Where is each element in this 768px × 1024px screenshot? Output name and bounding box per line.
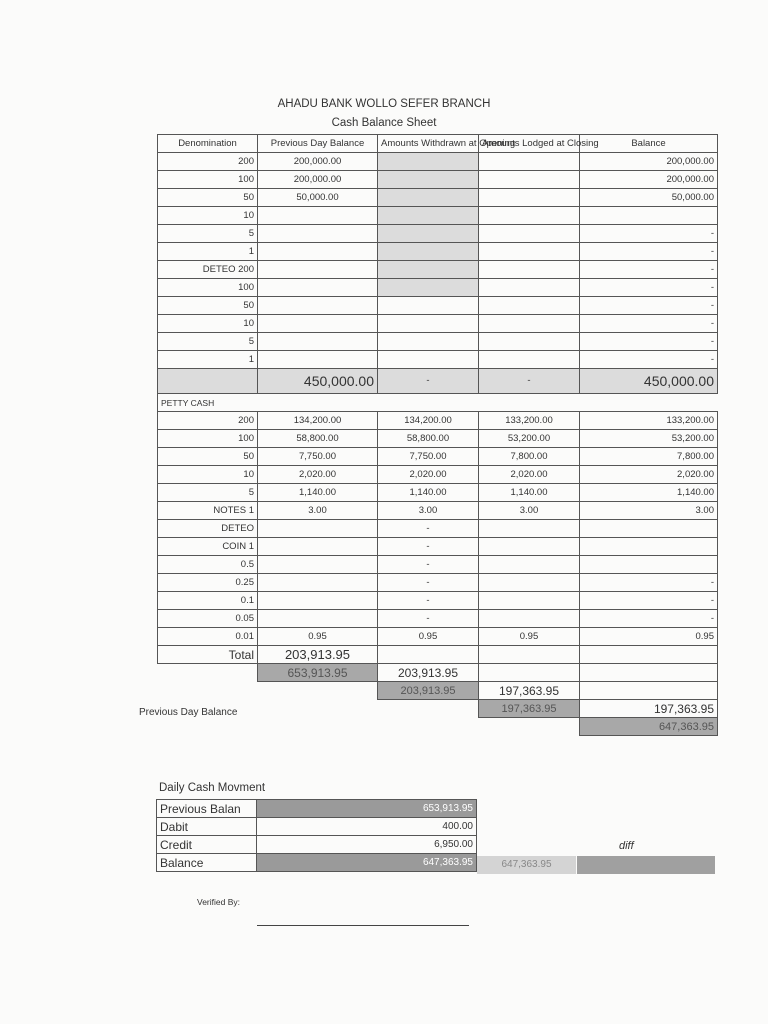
- daily-label: Balance: [157, 854, 257, 872]
- previous-day-balance-row: [158, 664, 718, 682]
- col-denomination: Denomination: [158, 135, 258, 153]
- cell-prev: [258, 538, 378, 556]
- table-row: [158, 484, 718, 502]
- cell-bal: 200,000.00: [580, 153, 718, 171]
- cell-prev: [258, 243, 378, 261]
- notes-total-withdrawn: -: [378, 369, 479, 394]
- table-row: [158, 351, 718, 369]
- cell-prev: 7,750.00: [258, 448, 378, 466]
- cell-prev: [258, 592, 378, 610]
- cell-lod: [479, 261, 580, 279]
- cascade-lodged-2: 197,363.95: [479, 700, 580, 718]
- daily-value: 400.00: [257, 818, 477, 836]
- cell-bal: -: [580, 225, 718, 243]
- daily-row: [157, 854, 477, 872]
- cell-den: 0.01: [158, 628, 258, 646]
- cell-bal: 133,200.00: [580, 412, 718, 430]
- cell-prev: 0.95: [258, 628, 378, 646]
- table-row: [158, 502, 718, 520]
- cell-bal: [580, 538, 718, 556]
- cell-bal: 3.00: [580, 502, 718, 520]
- cell-wd: 3.00: [378, 502, 479, 520]
- cell-prev: [258, 297, 378, 315]
- cell-prev: [258, 610, 378, 628]
- cell-bal: 2,020.00: [580, 466, 718, 484]
- cell-prev: [258, 351, 378, 369]
- table-row: [158, 189, 718, 207]
- table-row: [158, 279, 718, 297]
- cell-wd: [378, 297, 479, 315]
- cell-den: 10: [158, 466, 258, 484]
- cell-lod: [479, 351, 580, 369]
- petty-cash-label-row: [158, 394, 718, 412]
- cell-prev: [258, 261, 378, 279]
- cell-lod: [479, 189, 580, 207]
- cell-wd: [378, 243, 479, 261]
- cell-prev: [258, 207, 378, 225]
- cell-den: 50: [158, 189, 258, 207]
- cascade-row-2: [158, 700, 718, 718]
- cell-lod: 53,200.00: [479, 430, 580, 448]
- cell-bal: 50,000.00: [580, 189, 718, 207]
- cascade-balance: 197,363.95: [580, 700, 718, 718]
- cell-prev: [258, 315, 378, 333]
- cell-wd: [378, 351, 479, 369]
- table-row: [158, 556, 718, 574]
- diff-cell: [577, 856, 715, 874]
- cell-lod: [479, 153, 580, 171]
- cell-wd: 134,200.00: [378, 412, 479, 430]
- cell-den: 200: [158, 153, 258, 171]
- cell-lod: [479, 556, 580, 574]
- cell-lod: [479, 297, 580, 315]
- table-row: [158, 243, 718, 261]
- table-row: [158, 297, 718, 315]
- cell-den: 5: [158, 484, 258, 502]
- cell-den: 1: [158, 243, 258, 261]
- table-row: [158, 538, 718, 556]
- cell-den: 50: [158, 448, 258, 466]
- pdb-label: Previous Day Balance: [139, 707, 238, 718]
- table-row: [158, 412, 718, 430]
- cell-lod: [479, 610, 580, 628]
- col-amounts-withdrawn: Amounts Withdrawn at Opening: [378, 135, 479, 153]
- bank-title: AHADU BANK WOLLO SEFER BRANCH: [277, 98, 491, 110]
- table-row: [158, 448, 718, 466]
- cell-lod: [479, 520, 580, 538]
- cell-prev: [258, 556, 378, 574]
- cell-wd: [378, 189, 479, 207]
- pdb-prev: 653,913.95: [258, 664, 378, 682]
- table-row: [158, 171, 718, 189]
- cell-den: 0.1: [158, 592, 258, 610]
- cell-bal: -: [580, 574, 718, 592]
- notes-total-lodged: -: [479, 369, 580, 394]
- cell-lod: [479, 574, 580, 592]
- cell-bal: 200,000.00: [580, 171, 718, 189]
- cell-prev: [258, 520, 378, 538]
- diff-label: diff: [619, 840, 634, 852]
- cell-bal: 0.95: [580, 628, 718, 646]
- daily-row: [157, 800, 477, 818]
- cell-lod: 1,140.00: [479, 484, 580, 502]
- cell-bal: 7,800.00: [580, 448, 718, 466]
- cell-lod: 3.00: [479, 502, 580, 520]
- cell-bal: -: [580, 243, 718, 261]
- cell-lod: 7,800.00: [479, 448, 580, 466]
- cell-bal: -: [580, 297, 718, 315]
- table-row: [158, 153, 718, 171]
- cell-lod: [479, 243, 580, 261]
- cascade-lodged: 197,363.95: [479, 682, 580, 700]
- cell-lod: [479, 279, 580, 297]
- cell-den: 100: [158, 430, 258, 448]
- col-previous-day-balance: Previous Day Balance: [258, 135, 378, 153]
- table-row: [158, 592, 718, 610]
- notes-total-balance: 450,000.00: [580, 369, 718, 394]
- cell-wd: -: [378, 538, 479, 556]
- daily-title: Daily Cash Movment: [159, 782, 266, 794]
- cell-wd: 0.95: [378, 628, 479, 646]
- notes-total-row: [158, 369, 718, 394]
- cell-wd: -: [378, 556, 479, 574]
- daily-value: 6,950.00: [257, 836, 477, 854]
- daily-value: 647,363.95: [257, 854, 477, 872]
- cell-prev: 200,000.00: [258, 153, 378, 171]
- table-row: [158, 207, 718, 225]
- cell-lod: [479, 315, 580, 333]
- cell-prev: 2,020.00: [258, 466, 378, 484]
- notes-total-prev: 450,000.00: [258, 369, 378, 394]
- cell-bal: [580, 207, 718, 225]
- table-row: [158, 261, 718, 279]
- cell-bal: [580, 520, 718, 538]
- daily-label: Credit: [157, 836, 257, 854]
- cell-wd: -: [378, 574, 479, 592]
- cell-den: 200: [158, 412, 258, 430]
- cell-prev: [258, 574, 378, 592]
- table-row: [158, 430, 718, 448]
- cascade-balance-2: 647,363.95: [580, 718, 718, 736]
- cell-den: 100: [158, 171, 258, 189]
- cell-wd: 58,800.00: [378, 430, 479, 448]
- cell-den: 0.5: [158, 556, 258, 574]
- verified-label: Verified By:: [197, 897, 240, 907]
- sheet-title: Cash Balance Sheet: [331, 117, 437, 129]
- daily-value: 653,913.95: [257, 800, 477, 818]
- cell-den: 10: [158, 207, 258, 225]
- table-row: [158, 628, 718, 646]
- table-row: [158, 466, 718, 484]
- cell-lod: [479, 538, 580, 556]
- cell-wd: 7,750.00: [378, 448, 479, 466]
- table-row: [158, 520, 718, 538]
- cell-bal: -: [580, 610, 718, 628]
- total-prev: 203,913.95: [258, 646, 378, 664]
- daily-row: [157, 818, 477, 836]
- cell-wd: 2,020.00: [378, 466, 479, 484]
- cell-lod: [479, 171, 580, 189]
- cell-wd: [378, 279, 479, 297]
- cell-lod: [479, 225, 580, 243]
- cell-wd: 1,140.00: [378, 484, 479, 502]
- cell-wd: [378, 207, 479, 225]
- col-amounts-lodged: Amounts Lodged at Closing: [479, 135, 580, 153]
- cell-wd: -: [378, 592, 479, 610]
- cell-prev: 134,200.00: [258, 412, 378, 430]
- col-balance: Balance: [580, 135, 718, 153]
- cell-den: 0.25: [158, 574, 258, 592]
- cell-bal: -: [580, 261, 718, 279]
- cell-wd: [378, 153, 479, 171]
- cell-den: NOTES 1: [158, 502, 258, 520]
- cell-den: 0.05: [158, 610, 258, 628]
- cascade-row-1: [158, 682, 718, 700]
- cell-wd: [378, 225, 479, 243]
- cell-bal: -: [580, 592, 718, 610]
- cell-prev: 58,800.00: [258, 430, 378, 448]
- cell-bal: -: [580, 351, 718, 369]
- daily-label: Previous Balan: [157, 800, 257, 818]
- cell-wd: -: [378, 520, 479, 538]
- cell-den: 10: [158, 315, 258, 333]
- cell-wd: [378, 261, 479, 279]
- cell-lod: 2,020.00: [479, 466, 580, 484]
- cell-den: 5: [158, 225, 258, 243]
- total-label: Total: [158, 646, 258, 664]
- table-row: [158, 574, 718, 592]
- cell-den: 100: [158, 279, 258, 297]
- cell-bal: 53,200.00: [580, 430, 718, 448]
- petty-cash-section: [158, 412, 718, 646]
- cell-lod: [479, 592, 580, 610]
- cell-prev: 3.00: [258, 502, 378, 520]
- cell-lod: 0.95: [479, 628, 580, 646]
- table-row: [158, 315, 718, 333]
- cell-prev: 50,000.00: [258, 189, 378, 207]
- petty-cash-label: PETTY CASH: [158, 394, 718, 412]
- cell-den: 50: [158, 297, 258, 315]
- balance-check: 647,363.95: [477, 856, 576, 874]
- cell-bal: 1,140.00: [580, 484, 718, 502]
- cell-prev: 200,000.00: [258, 171, 378, 189]
- signature-line: [257, 925, 469, 926]
- cash-balance-table: [157, 134, 718, 736]
- cell-wd: [378, 171, 479, 189]
- cell-lod: [479, 207, 580, 225]
- cell-lod: 133,200.00: [479, 412, 580, 430]
- cell-den: 1: [158, 351, 258, 369]
- cell-bal: [580, 556, 718, 574]
- cell-prev: [258, 225, 378, 243]
- cascade-withdrawn: 203,913.95: [378, 682, 479, 700]
- cell-bal: -: [580, 279, 718, 297]
- daily-row: [157, 836, 477, 854]
- total-row: [158, 646, 718, 664]
- table-row: [158, 225, 718, 243]
- cell-wd: [378, 315, 479, 333]
- cell-den: 5: [158, 333, 258, 351]
- daily-label: Dabit: [157, 818, 257, 836]
- cell-prev: [258, 333, 378, 351]
- pdb-withdrawn: 203,913.95: [378, 664, 479, 682]
- daily-cash-table: [156, 799, 477, 872]
- cell-den: DETEO 200: [158, 261, 258, 279]
- cell-bal: -: [580, 333, 718, 351]
- cell-bal: -: [580, 315, 718, 333]
- cell-lod: [479, 333, 580, 351]
- table-header-row: [158, 135, 718, 153]
- table-row: [158, 333, 718, 351]
- cell-wd: [378, 333, 479, 351]
- table-row: [158, 610, 718, 628]
- cell-den: DETEO: [158, 520, 258, 538]
- cell-prev: 1,140.00: [258, 484, 378, 502]
- cell-wd: -: [378, 610, 479, 628]
- cell-prev: [258, 279, 378, 297]
- cell-den: COIN 1: [158, 538, 258, 556]
- notes-section: [158, 153, 718, 369]
- cascade-row-3: [158, 718, 718, 736]
